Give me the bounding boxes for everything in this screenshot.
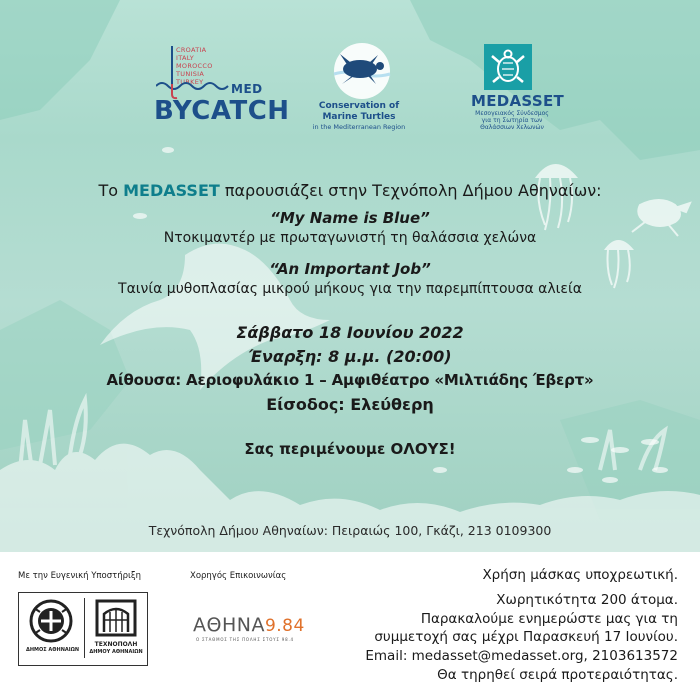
radio-logo bbox=[193, 614, 305, 636]
note-priority: Θα τηρηθεί σειρά προτεραιότητας. bbox=[437, 667, 678, 683]
country-morocco: MOROCCO bbox=[176, 62, 213, 70]
event-welcome: Σας περιμένουμε ΟΛΟΥΣ! bbox=[244, 440, 456, 458]
event-start-time: Έναρξη: 8 μ.μ. (20:00) bbox=[248, 347, 452, 366]
event-hall: Αίθουσα: Αεριοφυλάκιο 1 – Αμφιθέατρο «Μιλτιάδης Έβερτ» bbox=[106, 371, 594, 389]
film2-description: Ταινία μυθοπλασίας μικρού μήκους για την παρεμπίπτουσα αλιεία bbox=[118, 281, 582, 297]
country-tunisia: TUNISIA bbox=[176, 70, 205, 78]
intro-suffix: παρουσιάζει στην Τεχνόπολη Δήμου Αθηναίων: bbox=[224, 181, 602, 200]
fishing-hook-icon bbox=[156, 46, 236, 100]
intro-line bbox=[0, 181, 700, 200]
turtle-logo-line1: Conservation of bbox=[318, 101, 400, 111]
technopolis-gasometer-icon bbox=[94, 598, 138, 638]
note-rsvp-1: Παρακαλούμε ενημερώστε μας για τη bbox=[420, 611, 678, 627]
film2-title: “An Important Job” bbox=[269, 260, 431, 278]
medasset-logo-box bbox=[484, 44, 532, 90]
marine-turtle-logo-icon bbox=[322, 42, 402, 100]
note-mask: Χρήση μάσκας υποχρεωτική. bbox=[482, 567, 678, 583]
radio-frequency: 9.84 bbox=[264, 616, 305, 636]
turtle-logo-caption bbox=[302, 101, 416, 132]
media-sponsor-label: Χορηγός Επικοινωνίας bbox=[190, 571, 287, 581]
support-label: Με την Ευγενική Υποστήριξη bbox=[18, 571, 142, 581]
country-croatia: CROATIA bbox=[176, 46, 207, 54]
event-entry: Είσοδος: Ελεύθερη bbox=[266, 395, 434, 414]
intro-prefix: Το bbox=[98, 181, 118, 200]
sponsor-right-caption-1: ΤΕΧΝΟΠΟΛΗ bbox=[94, 641, 138, 648]
country-italy: ITALY bbox=[176, 54, 195, 62]
intro-org: MEDASSET bbox=[123, 181, 220, 200]
radio-name: ΑΘΗΝΑ bbox=[193, 614, 265, 636]
municipality-seal-icon bbox=[28, 598, 74, 644]
note-rsvp-2: συμμετοχή σας μέχρι Παρασκευή 17 Ιουνίου. bbox=[374, 629, 678, 645]
turtle-logo-line2: Marine Turtles bbox=[322, 112, 396, 122]
sponsor-left-caption: ΔΗΜΟΣ ΑΘΗΝΑΙΩΝ bbox=[26, 647, 80, 653]
note-capacity: Χωρητικότητα 200 άτομα. bbox=[496, 592, 678, 608]
film1-description: Ντοκιμαντέρ με πρωταγωνιστή τη θαλάσσια χελώνα bbox=[163, 230, 537, 246]
note-contact: Email: medasset@medasset.org, 2103613572 bbox=[365, 648, 678, 664]
medasset-turtle-icon bbox=[484, 44, 532, 90]
bycatch-med-label: MED bbox=[231, 82, 263, 96]
medasset-wordmark: MEDASSET bbox=[471, 92, 565, 110]
film1-title: “My Name is Blue” bbox=[270, 209, 430, 227]
radio-tagline: Ο ΣΤΑΘΜΟΣ ΤΗΣ ΠΟΛΗΣ ΣΤΟΥΣ 98.4 bbox=[196, 637, 294, 642]
sponsor-divider bbox=[84, 598, 85, 658]
bycatch-wordmark: BYCATCH bbox=[154, 96, 290, 126]
event-date: Σάββατο 18 Ιουνίου 2022 bbox=[236, 323, 464, 342]
sponsor-right-caption-2: ΔΗΜΟΥ ΑΘΗΝΑΙΩΝ bbox=[89, 649, 143, 655]
event-address: Τεχνόπολη Δήμου Αθηναίων: Πειραιώς 100, Γκάζι, 213 0109300 bbox=[148, 523, 552, 538]
turtle-logo-line3: in the Mediterranean Region bbox=[312, 123, 406, 131]
country-turkey: TURKEY bbox=[176, 78, 204, 86]
medasset-subtitle: Μεσογειακός Σύνδεσμος για τη Σωτηρία των Θαλάσσιων Χελωνών bbox=[475, 110, 549, 131]
